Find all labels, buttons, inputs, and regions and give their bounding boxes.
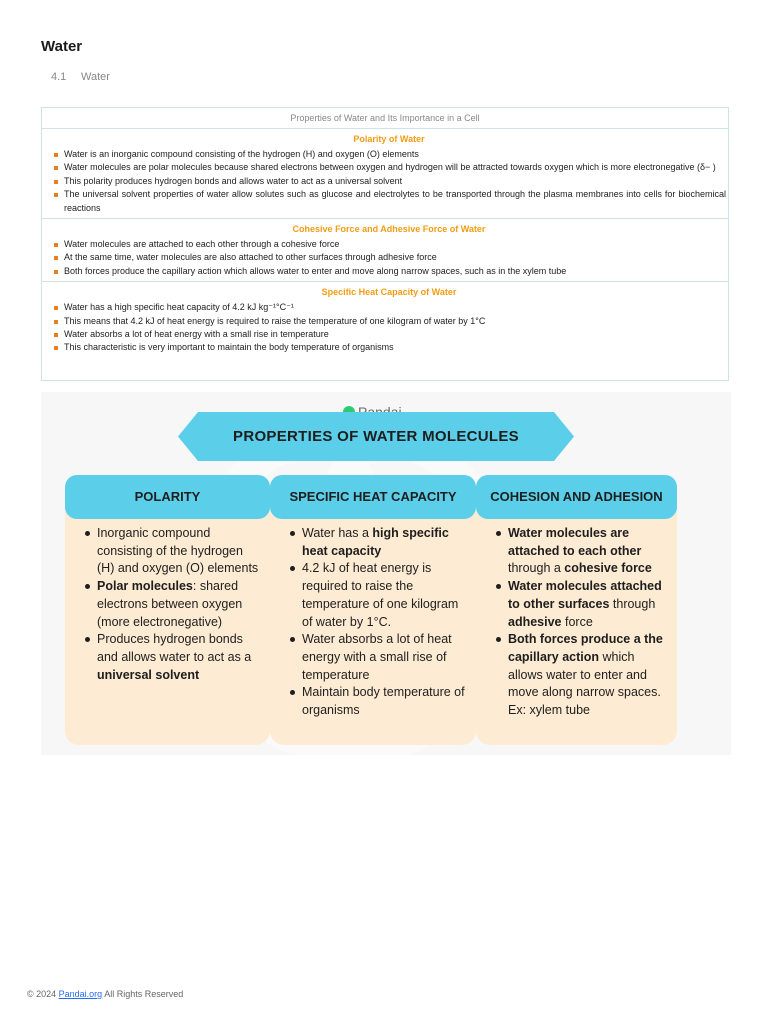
- table-section-list: [52, 148, 726, 215]
- table-section: [42, 219, 728, 282]
- list-item: [290, 560, 468, 631]
- list-item: [85, 578, 262, 631]
- list-item: Water is an inorganic compound consisting of the hydrogen (H) and oxygen (O) elements: [52, 148, 726, 161]
- bold-text: Water molecules are attached to each other: [508, 526, 642, 558]
- infographic: [41, 392, 731, 755]
- bold-text: Water molecules attached to other surfaces: [508, 579, 662, 611]
- table-section-title: Polarity of Water: [353, 134, 425, 144]
- table-section-title: Cohesive Force and Adhesive Force of Water: [292, 224, 486, 235]
- list-item: [496, 578, 669, 631]
- page-title: Water: [41, 38, 83, 55]
- footer-suffix: All Rights Reserved: [102, 989, 184, 999]
- footer-prefix: © 2024: [27, 989, 59, 999]
- column-list: [85, 525, 262, 684]
- text-segment: Maintain body temperature of organisms: [302, 685, 465, 718]
- column-heading: POLARITY: [65, 475, 270, 519]
- column-list: [290, 525, 468, 720]
- infographic-title: PROPERTIES OF WATER MOLECULES: [233, 428, 519, 445]
- text-segment: 4.2 kJ of heat energy is required to raise the temperature of one kilogram of water by 1°C.: [302, 561, 459, 629]
- column-heading: COHESION AND ADHESION: [476, 475, 677, 519]
- text-segment: : shared electrons between oxygen (more electronegative): [97, 579, 243, 629]
- text-segment: Water absorbs a lot of heat energy with a small rise of temperature: [302, 632, 452, 682]
- column-list: [496, 525, 669, 720]
- bold-text: high specific heat capacity: [302, 526, 449, 558]
- text-segment: Water has a: [302, 526, 373, 540]
- section-name: Water: [81, 71, 110, 83]
- table-section-list: [52, 301, 726, 355]
- text-segment: through: [609, 596, 656, 611]
- table-header: Properties of Water and Its Importance in a Cell: [42, 108, 728, 129]
- table-section-list: [52, 238, 726, 278]
- list-item: [85, 525, 262, 578]
- table-section-title: Specific Heat Capacity of Water: [321, 287, 457, 298]
- list-item: [496, 525, 669, 578]
- list-item: Water molecules are polar molecules because shared electrons between oxygen and hydrogen will be attracted towards oxygen which is more electronegative (δ− ): [52, 161, 726, 174]
- column-polarity: [65, 475, 270, 745]
- text-segment: which allows water to enter and move along narrow spaces. Ex: xylem tube: [508, 649, 661, 718]
- list-item: Water absorbs a lot of heat energy with a small rise in temperature: [52, 328, 726, 341]
- list-item: [85, 631, 262, 684]
- bold-text: cohesive force: [564, 561, 652, 576]
- text-segment: Produces hydrogen bonds and allows water to act as a: [97, 632, 252, 664]
- section-label: [51, 71, 110, 83]
- footer: [27, 989, 183, 999]
- table-section: [42, 129, 728, 219]
- bold-text: universal solvent: [97, 667, 200, 682]
- list-item: The universal solvent properties of water allow solutes such as glucose and electrolytes to be transported through the plasma membranes into cells for biochemical reactions: [52, 188, 726, 215]
- text-segment: through a: [508, 561, 565, 576]
- table-section: [42, 282, 728, 358]
- list-item: This characteristic is very important to maintain the body temperature of organisms: [52, 341, 726, 354]
- list-item: At the same time, water molecules are also attached to other surfaces through adhesive force: [52, 251, 726, 264]
- column-cohesion-adhesion: [476, 475, 677, 745]
- footer-link[interactable]: Pandai.org: [58, 989, 103, 999]
- column-specific-heat: [270, 475, 476, 745]
- list-item: Water molecules are attached to each other through a cohesive force: [52, 238, 726, 251]
- list-item: Both forces produce the capillary action which allows water to enter and move along narrow spaces, such as in the xylem tube: [52, 265, 726, 278]
- list-item: [496, 631, 669, 720]
- list-item: [290, 684, 468, 719]
- column-heading: SPECIFIC HEAT CAPACITY: [270, 475, 476, 519]
- properties-table: [41, 107, 729, 381]
- list-item: Water has a high specific heat capacity of 4.2 kJ kg⁻¹°C⁻¹: [52, 301, 726, 314]
- list-item: [290, 631, 468, 684]
- list-item: [290, 525, 468, 560]
- bold-text: Polar molecules: [97, 579, 193, 594]
- text-segment: Inorganic compound consisting of the hydrogen (H) and oxygen (O) elements: [97, 526, 259, 576]
- bold-text: Both forces produce a the capillary action: [508, 632, 663, 664]
- list-item: This polarity produces hydrogen bonds and allows water to act as a universal solvent: [52, 175, 726, 188]
- bold-text: adhesive: [508, 614, 562, 629]
- list-item: This means that 4.2 kJ of heat energy is required to raise the temperature of one kilogram of water by 1°C: [52, 315, 726, 328]
- text-segment: force: [561, 614, 593, 629]
- section-number: 4.1: [51, 71, 67, 83]
